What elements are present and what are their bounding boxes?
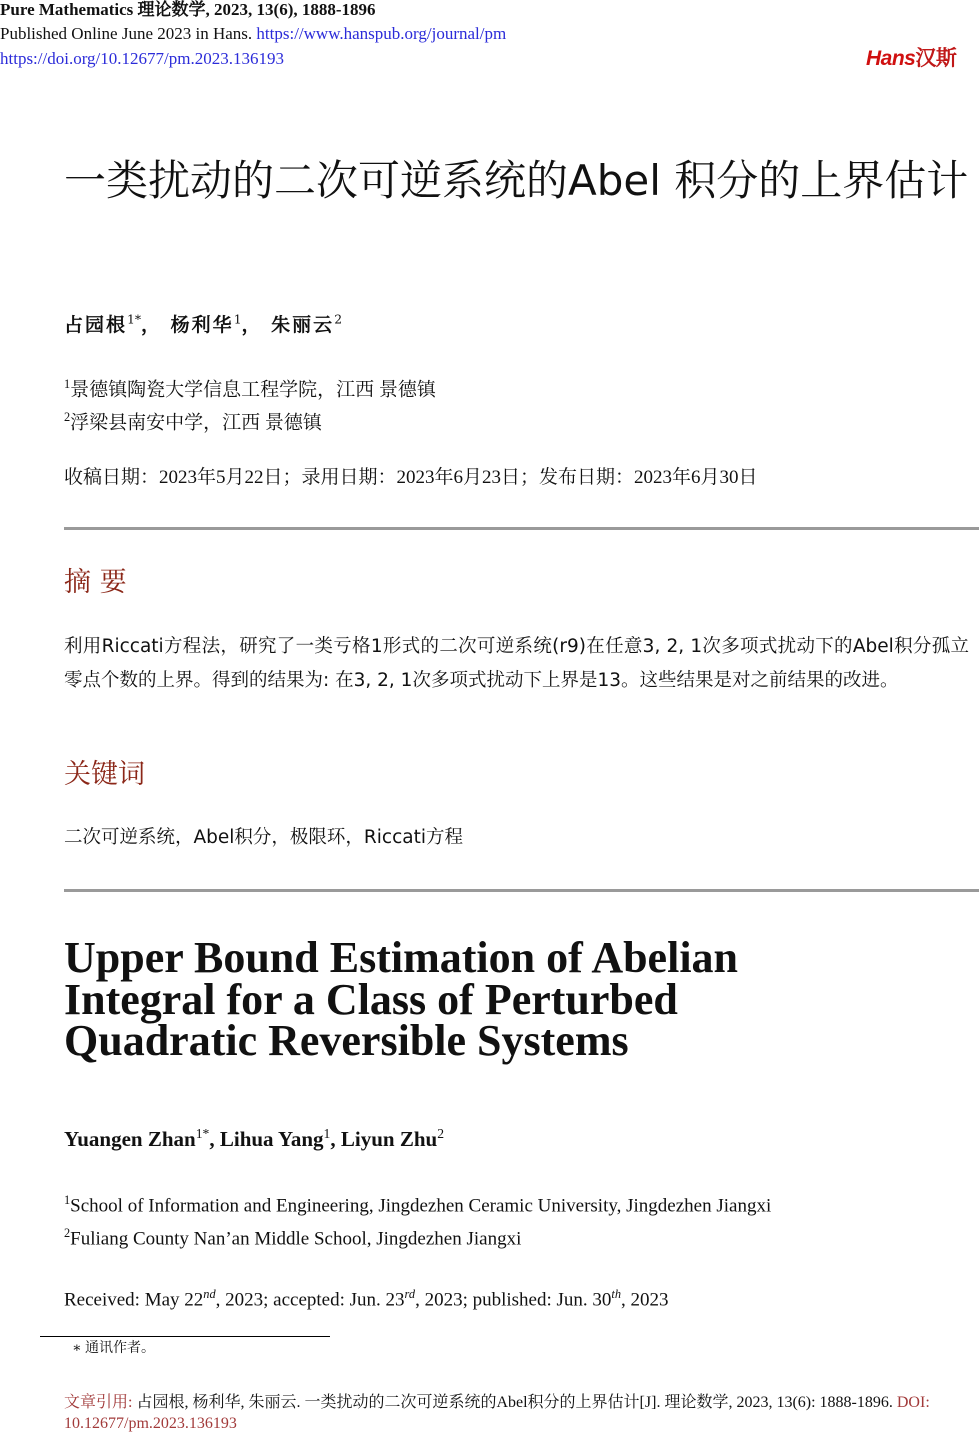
citation-label: 文章引用: — [64, 1394, 133, 1411]
citation-text: 占园根, 杨利华, 朱丽云. 一类扰动的二次可逆系统的Abel积分的上界估计[J]. 理论数学, 2023, 13(6): 1888-1896. — [132, 1394, 897, 1411]
footnote: ∗ 通讯作者。 — [72, 1341, 156, 1356]
abstract-heading: 摘 要 — [64, 567, 127, 598]
cn-authors: 占园根$^{1*}$， 杨利华$^1$， 朱丽云$^2$ — [64, 312, 343, 336]
en-affiliation-1: $^1$School of Information and Engineering, Jingdezhen Ceramic University, Jingdezhen Jiangxi — [64, 1193, 772, 1217]
cn-dates: 收稿日期：2023年5月22日；录用日期：2023年6月23日；发布日期：2023年6月30日 — [64, 467, 758, 488]
en-title: Upper Bound Estimation of Abelian Integral for a Class of Perturbed Quadratic Reversible Systems — [64, 933, 739, 1065]
journal-link[interactable]: https://www.hanspub.org/journal/pm — [256, 24, 507, 43]
citation-doi-link[interactable]: DOI: 10.12677/pm.2023.136193 — [64, 1394, 930, 1432]
cn-abstract: 利用Riccati方程法，研究了一类亏格1形式的二次可逆系统(r9)在任意3, 2, 1次多项式扰动下的Abel积分孤立零点个数的上界。得到的结果为: 在3, 2, 1次多项式扰动下上界是13。这些结果是对之前结果的改进。 — [64, 636, 969, 691]
divider — [64, 527, 979, 530]
cn-title: 一类扰动的二次可逆系统的Abel 积分的上界估计 — [64, 156, 969, 205]
citation — [64, 1392, 944, 1434]
published-text: Published Online June 2023 in Hans. — [0, 24, 253, 43]
divider — [64, 889, 979, 892]
en-affiliation-2: $^2$Fuliang County Nan’an Middle School, Jingdezhen Jiangxi — [64, 1226, 522, 1250]
en-dates: Received: May 22nd, 2023; accepted: Jun. 23rd, 2023; published: Jun. 30th, 2023 — [64, 1287, 669, 1311]
en-authors: Yuangen Zhan$^{1*}$, Lihua Yang$^1$, Liyun Zhu$^2$ — [64, 1126, 445, 1151]
cn-affiliation-2: $^2$浮梁县南安中学，江西 景德镇 — [64, 410, 322, 434]
keywords-heading: 关键词 — [64, 759, 145, 790]
doi-link[interactable]: https://doi.org/10.12677/pm.2023.136193 — [0, 49, 284, 68]
cn-affiliation-1: $^1$景德镇陶瓷大学信息工程学院，江西 景德镇 — [64, 377, 436, 401]
journal-line: Pure Mathematics 理论数学, 2023, 13(6), 1888-1896 — [0, 0, 376, 19]
cn-keywords: 二次可逆系统，Abel积分，极限环，Riccati方程 — [64, 827, 463, 848]
hans-logo: Hans汉斯 — [866, 47, 957, 70]
published-line — [0, 24, 506, 44]
